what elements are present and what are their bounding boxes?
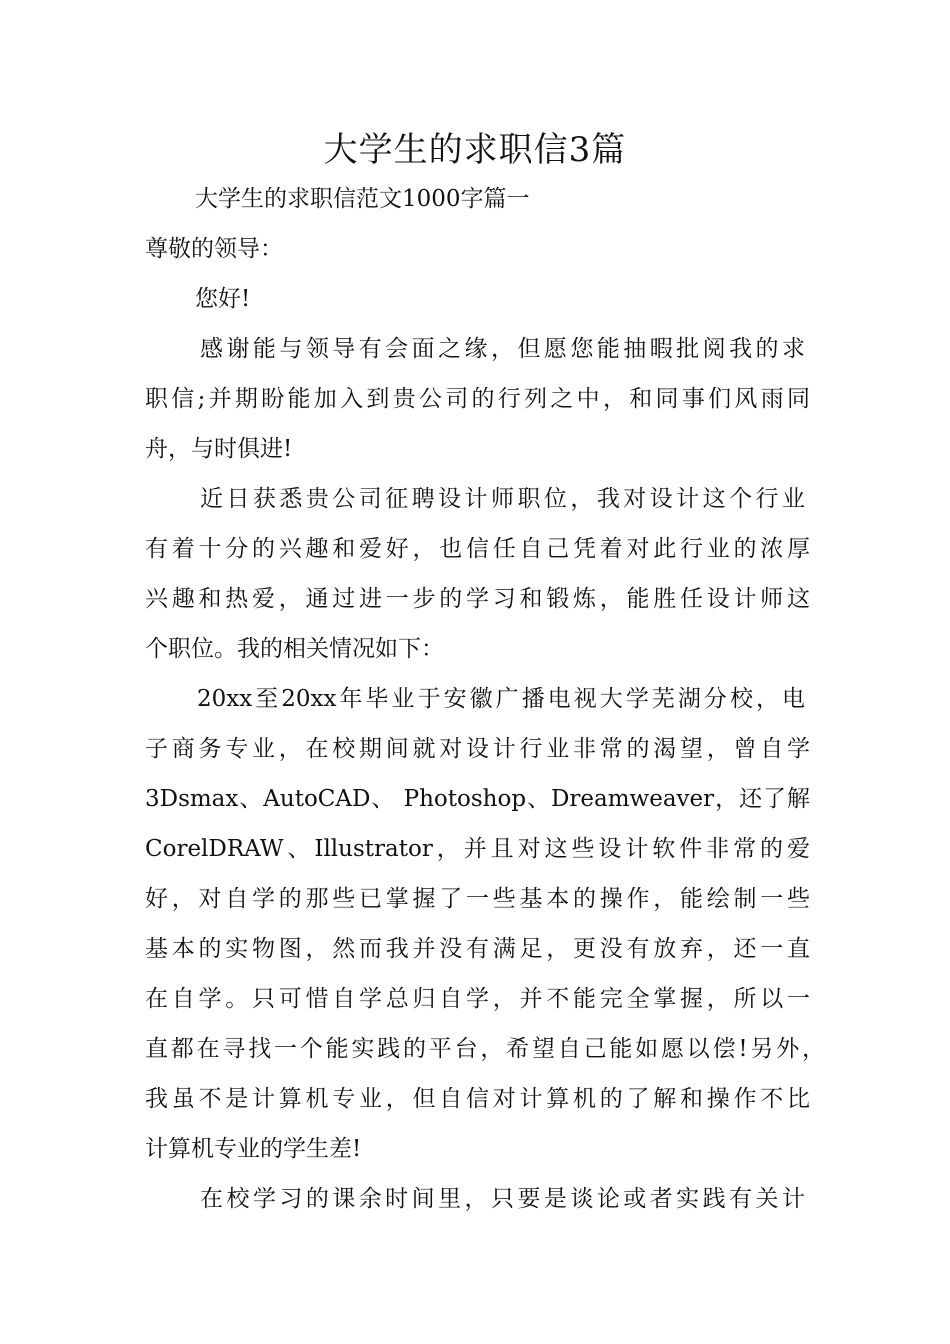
salutation: 尊敬的领导：	[145, 236, 283, 262]
body-line: 有着十分的兴趣和爱好，也信任自己凭着对此行业的浓厚	[145, 536, 810, 562]
body-line: 我虽不是计算机专业，但自信对计算机的了解和操作不比	[145, 1086, 810, 1112]
body-line: 计算机专业的学生差!	[145, 1136, 362, 1162]
body-line: 好，对自学的那些已掌握了一些基本的操作，能绘制一些	[145, 886, 810, 912]
body-line: 感谢能与领导有会面之缘，但愿您能抽暇批阅我的求	[200, 336, 805, 362]
document-title: 大学生的求职信3篇	[323, 130, 627, 170]
body-line: 在自学。只可惜自学总归自学，并不能完全掌握，所以一	[145, 986, 810, 1012]
body-line: 职信;并期盼能加入到贵公司的行列之中，和同事们风雨同	[145, 386, 810, 412]
body-line: 3Dsmax、AutoCAD、 Photoshop、Dreamweaver，还了解	[145, 786, 810, 812]
body-line: 个职位。我的相关情况如下：	[145, 636, 444, 662]
body-line: CorelDRAW、Illustrator，并且对这些设计软件非常的爱	[145, 836, 810, 862]
body-line: 基本的实物图，然而我并没有满足，更没有放弃，还一直	[145, 936, 810, 962]
body-line: 近日获悉贵公司征聘设计师职位，我对设计这个行业	[200, 486, 805, 512]
body-line: 在校学习的课余时间里，只要是谈论或者实践有关计	[200, 1186, 805, 1212]
body-line: 子商务专业，在校期间就对设计行业非常的渴望，曾自学	[145, 736, 810, 762]
greeting: 您好!	[195, 286, 251, 312]
body-line: 舟，与时俱进!	[145, 436, 293, 462]
document-subtitle: 大学生的求职信范文1000字篇一	[195, 186, 530, 212]
body-line: 直都在寻找一个能实践的平台，希望自己能如愿以偿!另外，	[145, 1036, 825, 1062]
body-line: 20xx至20xx年毕业于安徽广播电视大学芜湖分校，电	[197, 686, 805, 712]
body-line: 兴趣和热爱，通过进一步的学习和锻炼，能胜任设计师这	[145, 586, 810, 612]
